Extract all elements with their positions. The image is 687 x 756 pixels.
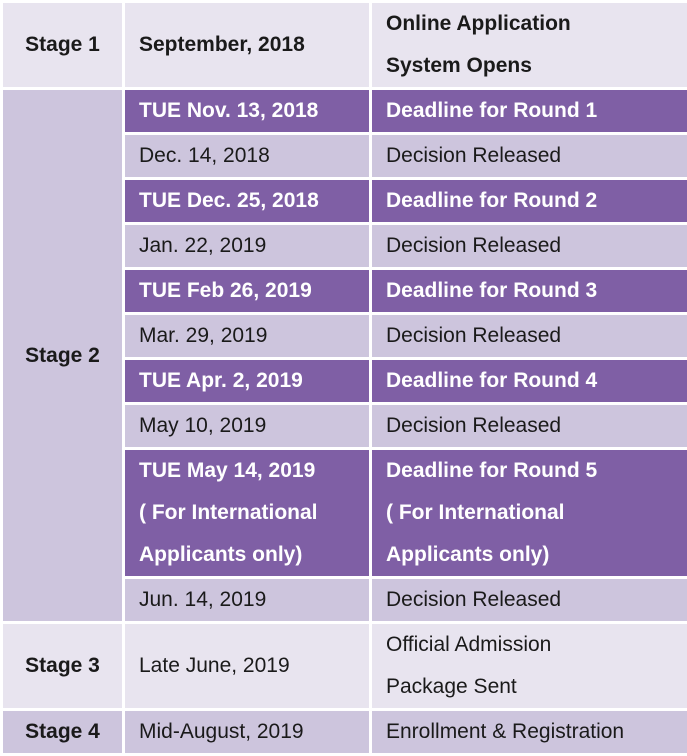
stage-label: Stage 3 — [2, 623, 124, 710]
schedule-event: Enrollment & Registration — [371, 710, 687, 755]
stage-label: Stage 4 — [2, 710, 124, 755]
schedule-date: Jan. 22, 2019 — [124, 224, 371, 269]
schedule-event — [371, 449, 687, 578]
schedule-event: Deadline for Round 1 — [371, 89, 687, 134]
event-line: Applicants only) — [386, 534, 687, 576]
schedule-date: September, 2018 — [124, 2, 371, 89]
schedule-date: Mid-August, 2019 — [124, 710, 371, 755]
date-line: Applicants only) — [139, 534, 369, 576]
schedule-date: Jun. 14, 2019 — [124, 578, 371, 623]
date-line: ( For International — [139, 492, 369, 534]
event-line: Official Admission — [386, 624, 687, 666]
event-line: Package Sent — [386, 666, 687, 708]
schedule-event: Decision Released — [371, 314, 687, 359]
schedule-date: Late June, 2019 — [124, 623, 371, 710]
schedule-event: Decision Released — [371, 224, 687, 269]
stage4-row — [2, 710, 687, 755]
schedule-event — [371, 2, 687, 89]
event-line: Online Application — [386, 3, 687, 45]
stage-label: Stage 1 — [2, 2, 124, 89]
date-line: TUE May 14, 2019 — [139, 450, 369, 492]
schedule-date: May 10, 2019 — [124, 404, 371, 449]
event-line: Deadline for Round 5 — [386, 450, 687, 492]
schedule-event — [371, 623, 687, 710]
schedule-date: TUE Nov. 13, 2018 — [124, 89, 371, 134]
event-line: ( For International — [386, 492, 687, 534]
schedule-date: Mar. 29, 2019 — [124, 314, 371, 359]
deadline-row — [2, 89, 687, 134]
schedule-date: Dec. 14, 2018 — [124, 134, 371, 179]
schedule-event: Decision Released — [371, 578, 687, 623]
stage1-row — [2, 2, 687, 89]
stage-label: Stage 2 — [2, 89, 124, 623]
event-line: System Opens — [386, 45, 687, 87]
schedule-event: Decision Released — [371, 134, 687, 179]
schedule-date: TUE Feb 26, 2019 — [124, 269, 371, 314]
schedule-date: TUE Apr. 2, 2019 — [124, 359, 371, 404]
schedule-event: Decision Released — [371, 404, 687, 449]
schedule-event: Deadline for Round 2 — [371, 179, 687, 224]
schedule-date — [124, 449, 371, 578]
schedule-date: TUE Dec. 25, 2018 — [124, 179, 371, 224]
schedule-event: Deadline for Round 3 — [371, 269, 687, 314]
stage3-row — [2, 623, 687, 710]
schedule-event: Deadline for Round 4 — [371, 359, 687, 404]
